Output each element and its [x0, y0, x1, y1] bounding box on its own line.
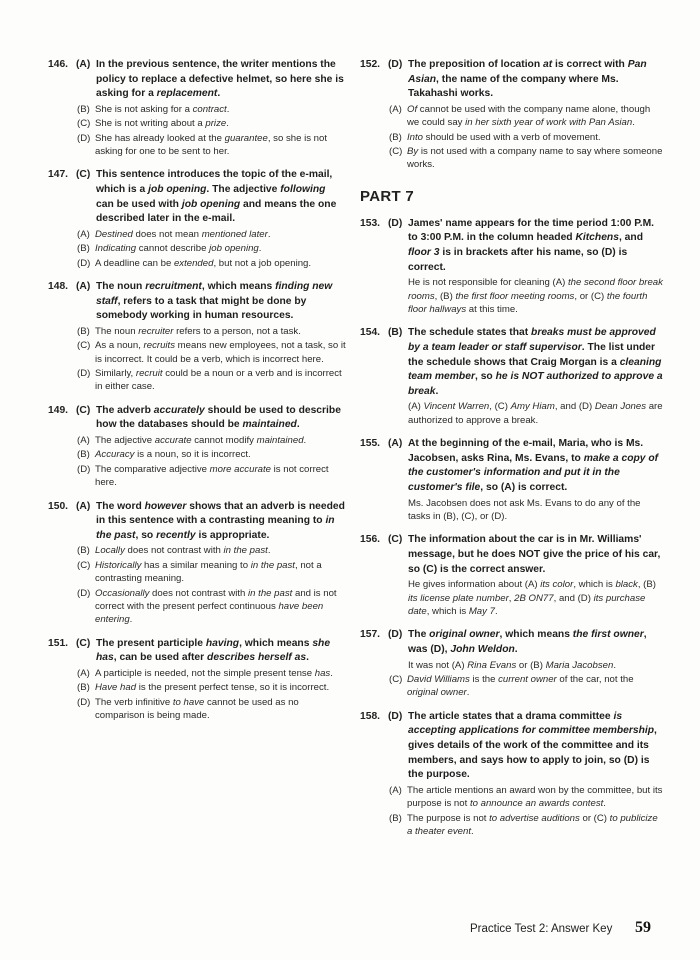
option-letter: (B): [389, 812, 402, 824]
part7-answers: [360, 217, 665, 839]
option-letter: (B): [77, 682, 90, 694]
option-letter: (D): [77, 587, 91, 599]
question-number: 147.: [48, 169, 69, 181]
note-text: Locally does not contrast with in the past.: [95, 545, 271, 557]
note-text: Into should be used with a verb of movement.: [407, 131, 601, 143]
correct-answer-letter: (D): [388, 629, 403, 641]
note-text: The purpose is not to advertise auditions or (C) to publicize a theater event.: [407, 812, 658, 837]
distractor-note: [389, 103, 665, 130]
option-letter: (A): [77, 668, 90, 680]
note-text: A participle is needed, not the simple present tense has.: [95, 668, 333, 680]
distractor-note: [77, 325, 346, 338]
distractor-note: [77, 132, 346, 159]
distractor-note: [77, 434, 346, 447]
option-letter: (C): [77, 559, 91, 571]
distractor-note: [389, 673, 665, 700]
note-text: Historically has a similar meaning to in the past, not a contrasting meaning.: [95, 559, 322, 585]
distractor-note: [77, 559, 346, 586]
option-letter: (D): [77, 257, 91, 269]
answer-item: [360, 628, 665, 699]
distractor-note: [77, 544, 346, 557]
note-text: Of cannot be used with the company name alone, though we could say in her sixth year of work with Pan Asian.: [407, 103, 651, 129]
answer-explanation: The word however shows that an adverb is needed in this sentence with a contrasting meaning to in the past, so recently is appropriate.: [96, 500, 345, 541]
correct-answer-letter: (D): [388, 59, 403, 70]
answer-item: [360, 437, 665, 523]
option-letter: (B): [389, 131, 402, 143]
answer-explanation: James' name appears for the time period 1:00 P.M. to 3:00 P.M. in the column headed Kitchens, and floor 3 is in brackets after his name, so (D) is correct.: [408, 217, 655, 273]
correct-answer-letter: (C): [388, 534, 403, 546]
distractor-note: He gives information about (A) its color, which is black, (B) its license plate number, 2B ON77, and (D) its purchase date, which is May 7.: [408, 579, 656, 617]
option-letter: (D): [77, 463, 91, 475]
distractor-note: [77, 117, 346, 130]
option-letter: (C): [389, 146, 403, 157]
answer-item: [360, 58, 665, 172]
answer-item: [48, 637, 346, 723]
note-text: As a noun, recruits means new employees, not a task, so it is incorrect. It could be a verb, which is incorrect here.: [95, 340, 346, 365]
correct-answer-letter: (A): [76, 500, 91, 512]
correct-answer-letter: (D): [388, 710, 403, 722]
distractor-note: [77, 103, 346, 116]
note-text: The adjective accurate cannot modify maintained.: [95, 435, 307, 446]
answer-item: [360, 710, 665, 839]
part6-continued: [360, 58, 665, 172]
distractor-note: Ms. Jacobsen does not ask Ms. Evans to do any of the tasks in (B), (C), or (D).: [408, 497, 641, 522]
answer-item: [360, 217, 665, 317]
question-number: 157.: [360, 629, 381, 641]
option-letter: (B): [77, 325, 90, 337]
answer-item: [48, 58, 346, 158]
distractor-note: [77, 667, 346, 680]
note-text: She is not asking for a contract.: [95, 103, 230, 115]
note-text: She is not writing about a prize.: [95, 118, 229, 130]
distractor-note: He is not responsible for cleaning (A) the second floor break rooms, (B) the first floor meeting rooms, or (C) the fourth floor hallways at this time.: [408, 277, 663, 315]
left-column: [48, 58, 346, 733]
correct-answer-letter: (C): [76, 637, 91, 649]
distractor-note: [77, 587, 346, 627]
option-letter: (B): [77, 545, 90, 557]
distractor-note: [389, 784, 665, 811]
note-text: Accuracy is a noun, so it is incorrect.: [95, 449, 251, 461]
option-letter: (B): [77, 449, 90, 461]
distractor-note: [77, 681, 346, 694]
answer-explanation: The original owner, which means the first owner, was (D), John Weldon.: [408, 629, 647, 655]
note-text: A deadline can be extended, but not a job opening.: [95, 257, 312, 269]
correct-answer-letter: (A): [388, 438, 403, 450]
answer-explanation: At the beginning of the e-mail, Maria, who is Ms. Jacobsen, asks Rina, Ms. Evans, to make a copy of the customer's information and put it in the customer's file, so (A) is correct.: [408, 438, 659, 493]
page-number: 59: [635, 919, 651, 936]
note-text: The verb infinitive to have cannot be used as no comparison is being made.: [95, 696, 299, 722]
note-text: Occasionally does not contrast with in the past and is not correct with the present perfect continuous have been entering.: [95, 587, 337, 626]
question-number: 152.: [360, 59, 381, 70]
part-heading: PART 7: [360, 187, 415, 205]
note-text: She has already looked at the guarantee, so she is not asking for one to be sent to her.: [95, 132, 328, 157]
distractor-note: [77, 242, 346, 255]
distractor-note: [77, 448, 346, 461]
correct-answer-letter: (D): [388, 217, 403, 229]
correct-answer-letter: (A): [76, 59, 91, 70]
question-number: 155.: [360, 438, 381, 450]
note-text: By is not used with a company name to say where someone works.: [407, 146, 663, 171]
right-column: [360, 58, 665, 848]
answer-explanation: The information about the car is in Mr. Williams' message, but he does NOT give the price of his car, so (C) is the correct answer.: [408, 534, 661, 575]
option-letter: (A): [389, 103, 402, 115]
question-number: 150.: [48, 500, 69, 512]
answer-explanation: The present participle having, which means she has, can be used after describes herself as.: [96, 637, 331, 664]
correct-answer-letter: (B): [388, 327, 403, 339]
correct-answer-letter: (C): [76, 404, 91, 416]
distractor-note: [389, 812, 665, 839]
note-text: Similarly, recruit could be a noun or a verb and is incorrect in either case.: [95, 368, 342, 393]
distractor-note: [77, 367, 346, 394]
question-number: 154.: [360, 327, 381, 339]
question-number: 146.: [48, 59, 69, 70]
option-letter: (C): [77, 118, 91, 130]
question-number: 148.: [48, 281, 69, 292]
answer-item: [48, 500, 346, 627]
answer-explanation: The article states that a drama committee is accepting applications for committee membership, gives details of the work of the committee and its members, and says how to apply to join, so (D) is the purpose.: [408, 710, 657, 781]
option-letter: (B): [77, 243, 90, 255]
note-text: Have had is the present perfect tense, so it is incorrect.: [95, 682, 330, 694]
correct-answer-letter: (C): [76, 169, 91, 181]
question-number: 151.: [48, 637, 69, 649]
distractor-note: [389, 145, 665, 172]
note-text: The noun recruiter refers to a person, not a task.: [95, 325, 301, 337]
distractor-note: [389, 131, 665, 144]
answer-item: [48, 168, 346, 270]
option-letter: (C): [77, 340, 91, 352]
distractor-note: It was not (A) Rina Evans or (B) Maria Jacobsen.: [408, 659, 616, 671]
question-number: 149.: [48, 404, 69, 416]
distractor-note: [77, 339, 346, 366]
answer-explanation: The preposition of location at is correct with Pan Asian, the name of the company where Ms. Takahashi works.: [408, 59, 647, 100]
option-letter: (D): [77, 368, 91, 379]
option-letter: (D): [77, 132, 91, 144]
option-letter: (A): [77, 228, 90, 240]
correct-answer-letter: (A): [76, 281, 91, 292]
option-letter: (A): [77, 435, 90, 446]
option-letter: (A): [389, 784, 402, 796]
question-number: 156.: [360, 534, 381, 546]
footer-label: Practice Test 2: Answer Key: [470, 923, 613, 935]
answer-explanation: In the previous sentence, the writer mentions the policy to replace a defective helmet, so here she is asking for a replacement.: [96, 59, 344, 100]
answer-explanation: This sentence introduces the topic of the e-mail, which is a job opening. The adjective following can be used with job opening and means the one described later in the e-mail.: [96, 169, 337, 225]
distractor-note: [77, 463, 346, 490]
answer-explanation: The adverb accurately should be used to describe how the databases should be maintained.: [96, 404, 341, 431]
distractor-note: [77, 696, 346, 723]
answer-item: [360, 326, 665, 427]
distractor-note: [77, 228, 346, 241]
option-letter: (B): [77, 103, 90, 115]
note-text: The comparative adjective more accurate is not correct here.: [95, 463, 329, 489]
answer-explanation: The schedule states that breaks must be approved by a team leader or staff supervisor. The list under the schedule shows that Craig Morgan is a cleaning team member, so he is NOT authorized to approve a break.: [408, 327, 663, 397]
note-text: Destined does not mean mentioned later.: [95, 228, 271, 240]
note-text: Indicating cannot describe job opening.: [95, 243, 262, 255]
distractor-note: (A) Vincent Warren, (C) Amy Hiam, and (D) Dean Jones are authorized to approve a break.: [408, 401, 663, 426]
answer-item: [360, 533, 665, 618]
option-letter: (C): [389, 673, 403, 685]
question-number: 158.: [360, 710, 381, 722]
note-text: David Williams is the current owner of the car, not the original owner.: [407, 673, 634, 699]
answer-item: [48, 280, 346, 394]
answer-explanation: The noun recruitment, which means finding new staff, refers to a task that might be done by somebody working in human resources.: [96, 281, 333, 322]
question-number: 153.: [360, 217, 381, 229]
distractor-note: [77, 257, 346, 270]
answer-item: [48, 404, 346, 490]
option-letter: (D): [77, 696, 91, 708]
note-text: The article mentions an award won by the committee, but its purpose is not to announce an awards contest.: [407, 784, 663, 810]
